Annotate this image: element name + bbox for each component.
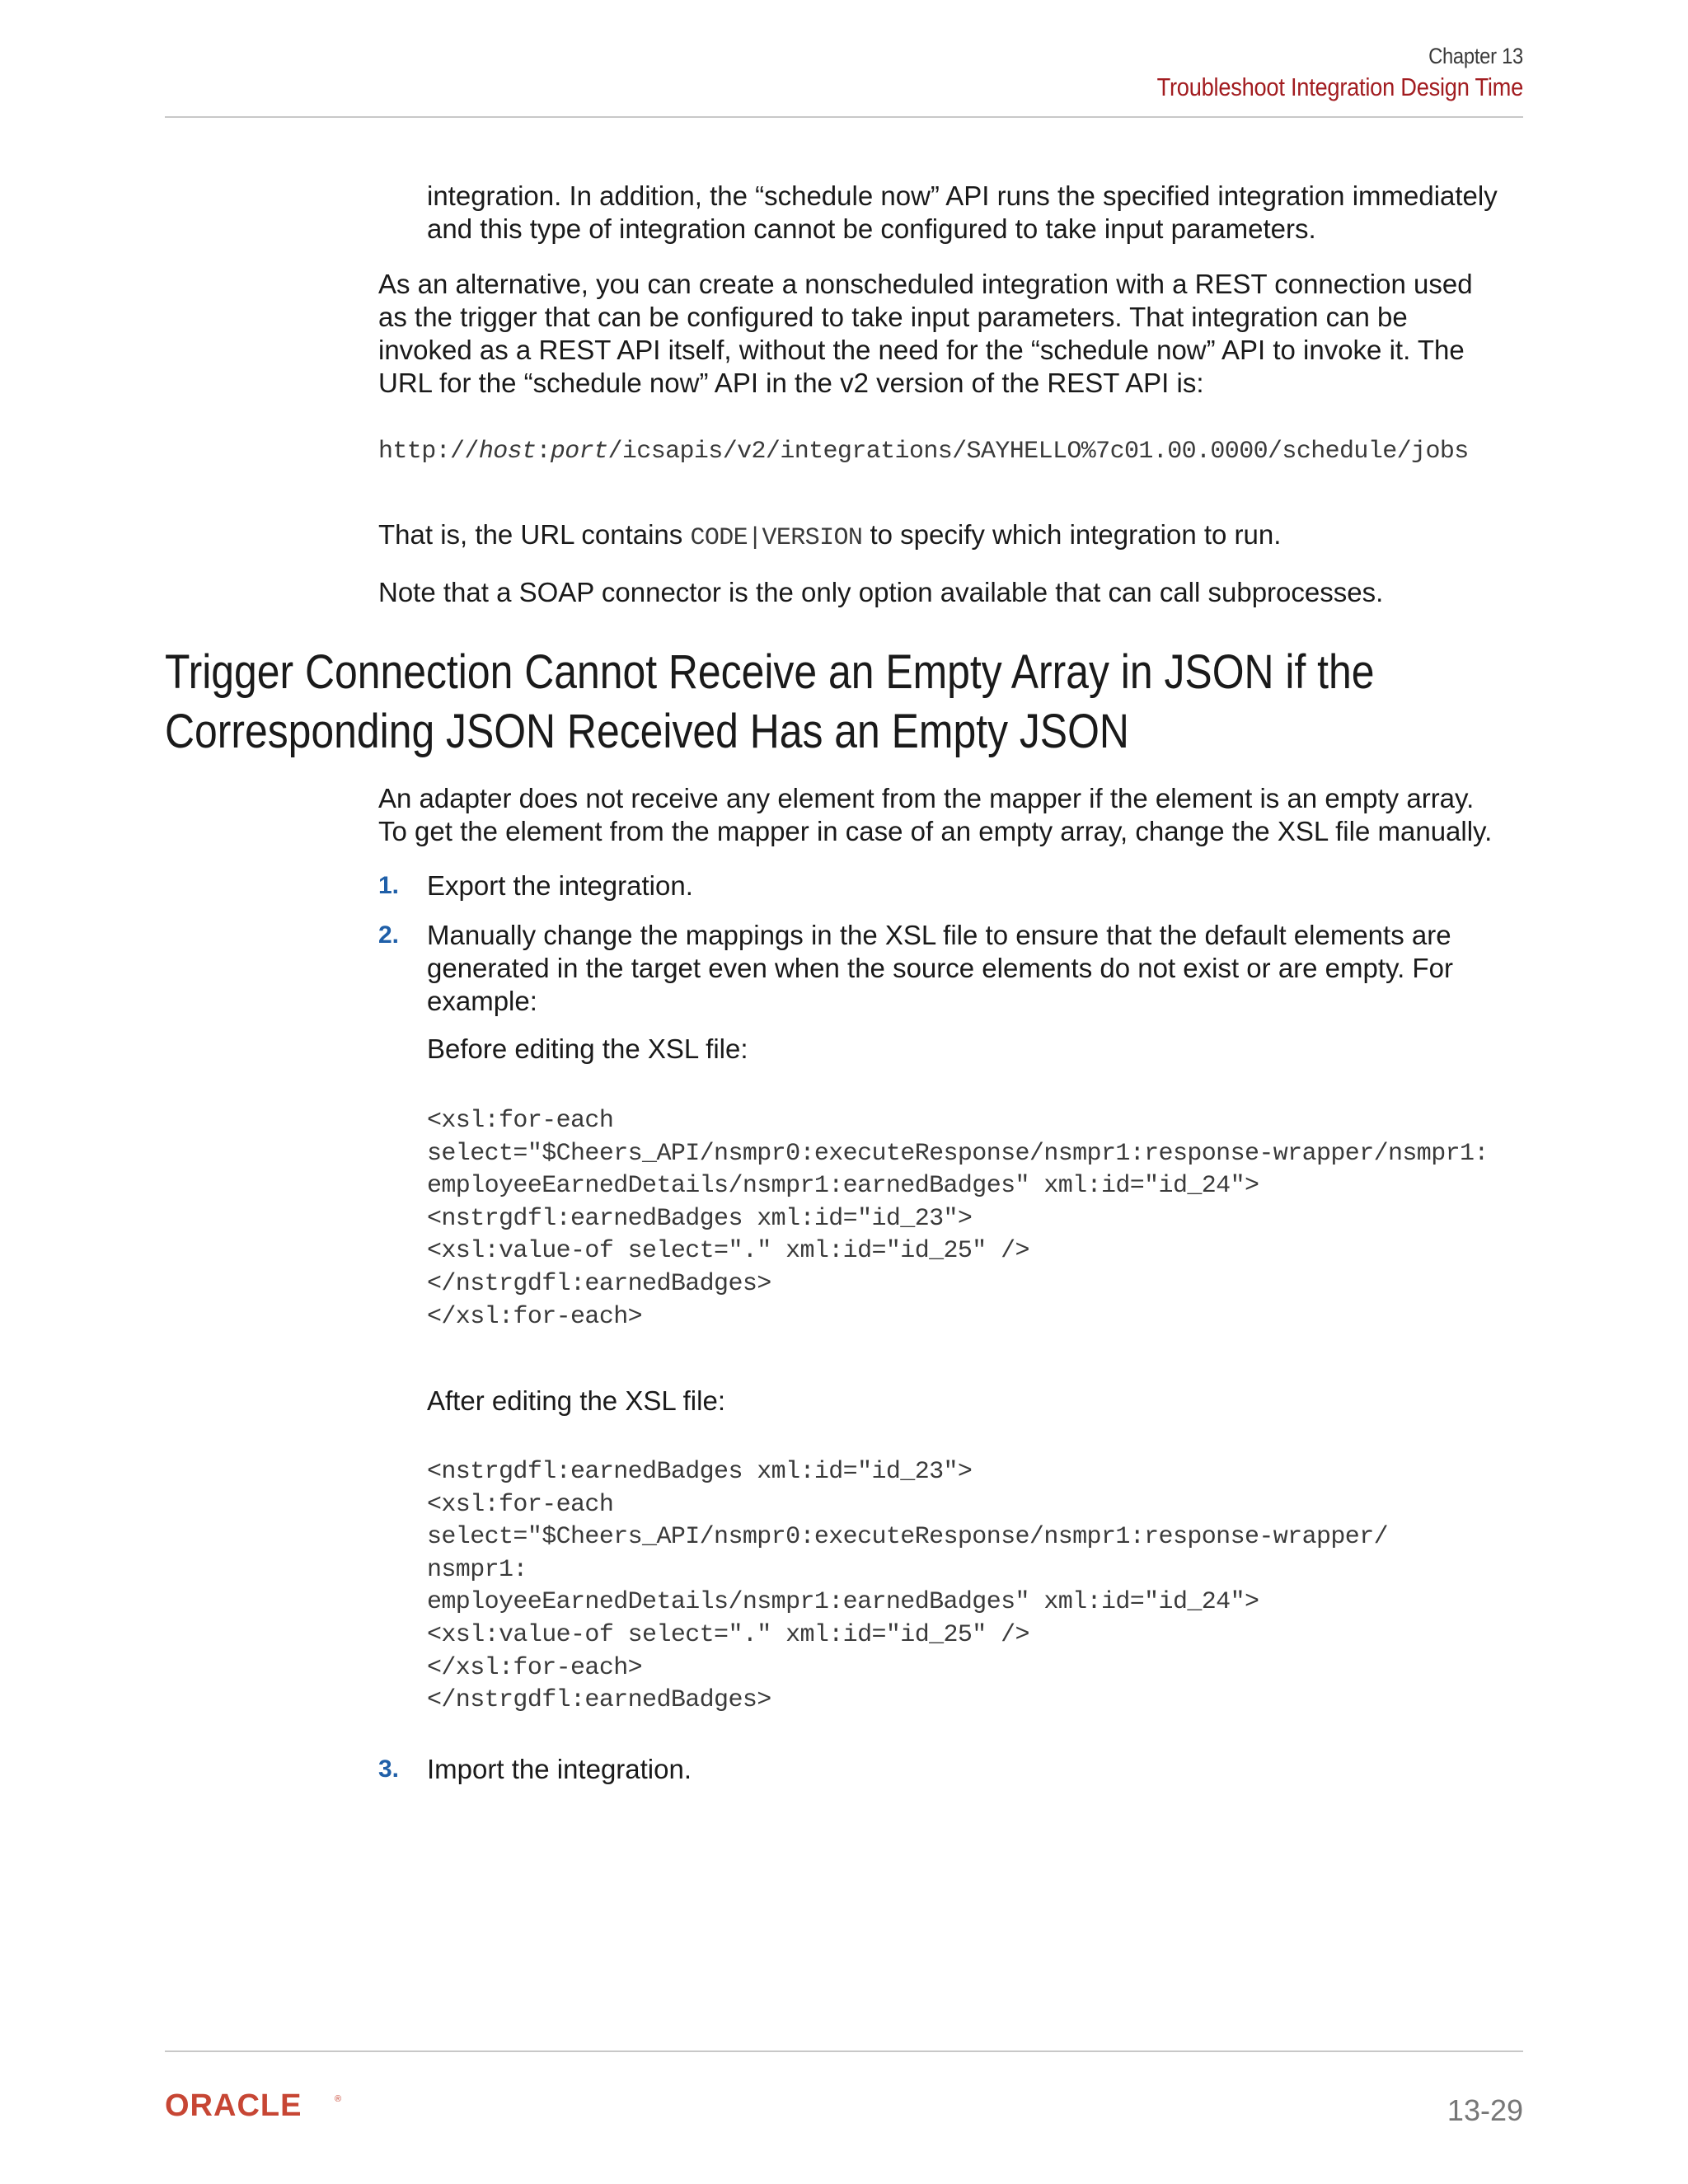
- step-number-3: 3.: [378, 1755, 400, 1783]
- page-number: 13-29: [1447, 2093, 1523, 2127]
- alternative-line-4: URL for the “schedule now” API in the v2 version of the REST API is:: [378, 368, 1204, 398]
- code-version-inline: CODE|VERSION: [690, 524, 863, 552]
- alternative-paragraph: [378, 268, 1549, 400]
- header-divider: [165, 116, 1523, 118]
- chapter-label: Chapter 13: [1428, 44, 1523, 68]
- page-header: [1107, 41, 1523, 104]
- after-editing-label: After editing the XSL file:: [427, 1385, 725, 1416]
- oracle-logo-text: ORACLE: [165, 2090, 302, 2120]
- that-is-text-before: That is, the URL contains: [378, 519, 691, 550]
- that-is-paragraph: [378, 518, 1549, 555]
- step-2-line-1: Manually change the mappings in the XSL file to ensure that the default elements are: [427, 920, 1451, 950]
- alternative-line-3: invoked as a REST API itself, without the need for the “schedule now” API to invoke it. The: [378, 335, 1465, 365]
- before-editing-label: Before editing the XSL file:: [427, 1033, 748, 1064]
- step-number-1: 1.: [378, 872, 400, 899]
- intro-continued-paragraph: integration. In addition, the “schedule now” API runs the specified integration immediately and this type of integration cannot be configured to take input parameters.: [427, 180, 1498, 244]
- section-heading-line-1: Trigger Connection Cannot Receive an Empty Array in JSON if the: [165, 645, 1375, 699]
- section-heading-line-2: Corresponding JSON Received Has an Empty JSON: [165, 705, 1129, 758]
- step-3-text: Import the integration.: [427, 1754, 692, 1784]
- after-code-block: <nstrgdfl:earnedBadges xml:id="id_23"> <xsl:for-each select="$Cheers_API/nsmpr0:executeResponse/nsmpr1:response-wrapper/ nsmpr1: employeeEarnedDetails/nsmpr1:earnedBadges" xml:id="id_24"> <xsl:value-of select="." xml:id="id_25" /> </xsl:for-each> </nstrgdfl:earnedBadges>: [427, 1458, 1388, 1715]
- that-is-text-after: to specify which integration to run.: [862, 519, 1282, 550]
- step-2-text: [427, 919, 1548, 1018]
- url-separator: :: [536, 438, 551, 466]
- url-port: port: [550, 438, 608, 466]
- oracle-logo: [165, 2090, 346, 2120]
- step-2-line-2: generated in the target even when the source elements do not exist or are empty. For: [427, 953, 1453, 983]
- svg-text:®: ®: [335, 2094, 342, 2104]
- footer-divider: [165, 2050, 1523, 2052]
- alternative-line-2: as the trigger that can be configured to take input parameters. That integration can be: [378, 302, 1408, 332]
- url-path: /icsapis/v2/integrations/SAYHELLO%7c01.00.0000/schedule/jobs: [607, 438, 1469, 466]
- description-line-2: To get the element from the mapper in case of an empty array, change the XSL file manually.: [378, 816, 1493, 846]
- url-host: host: [478, 438, 537, 466]
- before-code-block: <xsl:for-each select="$Cheers_API/nsmpr0:executeResponse/nsmpr1:response-wrapper/nsmpr1: employeeEarnedDetails/nsmpr1:earnedBadges" xml:id="id_24"> <nstrgdfl:earnedBadges xml:id="id_23"> <xsl:value-of select="." xml:id="id_25" /> </nstrgdfl:earnedBadges> </xsl:for-each>: [427, 1107, 1489, 1331]
- section-description: [378, 782, 1549, 848]
- url-prefix: http://: [378, 438, 479, 466]
- section-heading: [165, 643, 1512, 762]
- alternative-line-1: As an alternative, you can create a nonscheduled integration with a REST connection used: [378, 269, 1473, 299]
- step-1-text: Export the integration.: [427, 870, 693, 901]
- schedule-url: [378, 436, 1469, 469]
- soap-note-paragraph: Note that a SOAP connector is the only option available that can call subprocesses.: [378, 577, 1384, 607]
- step-2-line-3: example:: [427, 986, 537, 1016]
- section-title: Troubleshoot Integration Design Time: [1156, 73, 1523, 101]
- step-number-2: 2.: [378, 921, 400, 949]
- description-line-1: An adapter does not receive any element from the mapper if the element is an empty array.: [378, 783, 1475, 813]
